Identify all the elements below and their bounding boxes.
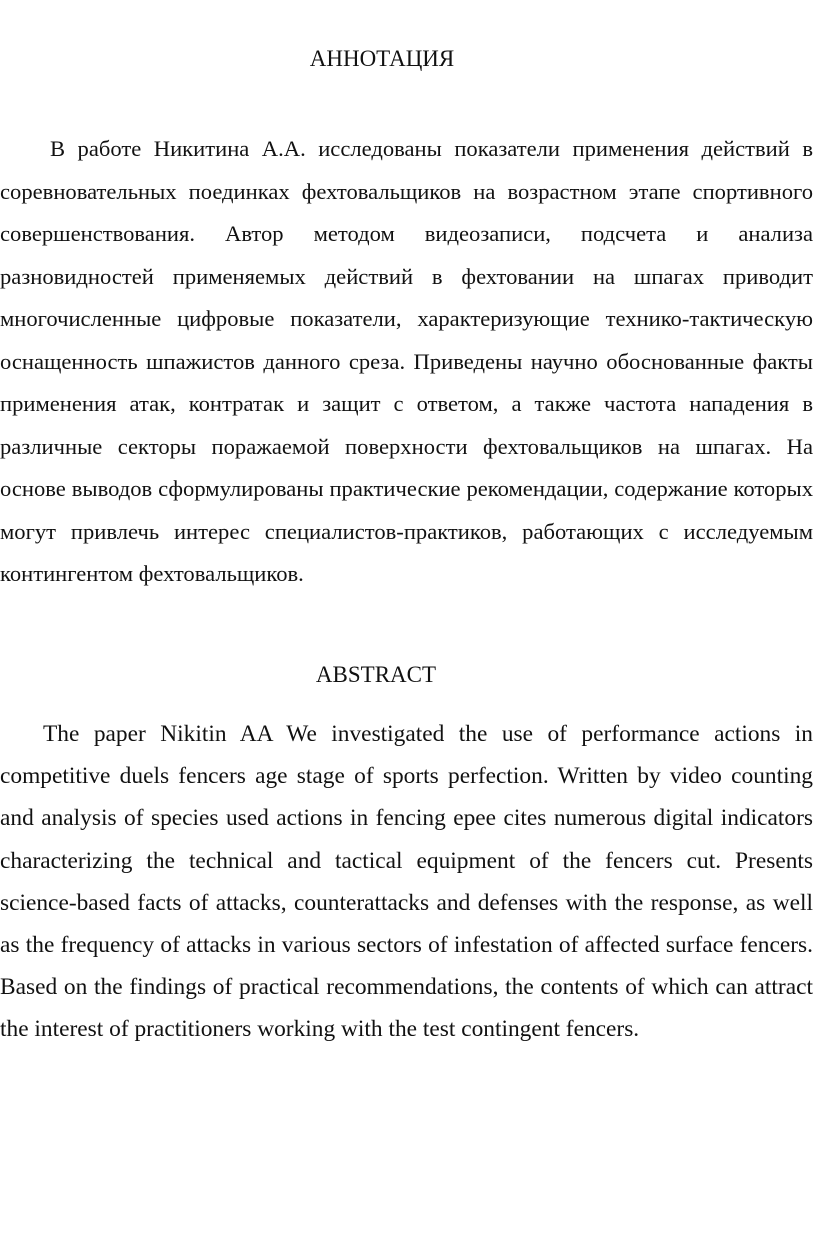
abstract-paragraph: The paper Nikitin AA We investigated the use of performance actions in competitive duels fencers age stage of sports perfection. Written by video counting and analysis of species used actions in fencing epee cites numerous digital indicators characterizing the technical and tactical equipment of the fencers cut. Presents science-based facts of attacks, counterattacks and defenses with the response, as well as the frequency of attacks in various sectors of infestation of affected surface fencers. Based on the findings of practical recommendations, the contents of which can attract the interest of practitioners working with the test contingent fencers. bbox=[0, 721, 813, 1043]
annotation-heading: АННОТАЦИЯ bbox=[309, 46, 455, 71]
annotation-paragraph: В работе Никитина А.А. исследованы показатели применения действий в соревновательных поединках фехтовальщиков на возрастном этапе спортивного совершенствования. Автор методом видеозаписи, подсчета и анализа разновидностей применяемых действий в фехтовании на шпагах приводит многочисленные цифровые показатели, характеризующие технико-тактическую оснащенность шпажистов данного среза. Приведены научно обоснованные факты применения атак, контратак и защит с ответом, а также частота нападения в различные секторы поражаемой поверхности фехтовальщиков на шпагах. На основе выводов сформулированы практические рекомендации, содержание которых могут привлечь интерес специалистов-практиков, работающих с исследуемым контингентом фехтовальщиков. bbox=[0, 136, 813, 586]
abstract-heading: ABSTRACT bbox=[315, 662, 437, 687]
